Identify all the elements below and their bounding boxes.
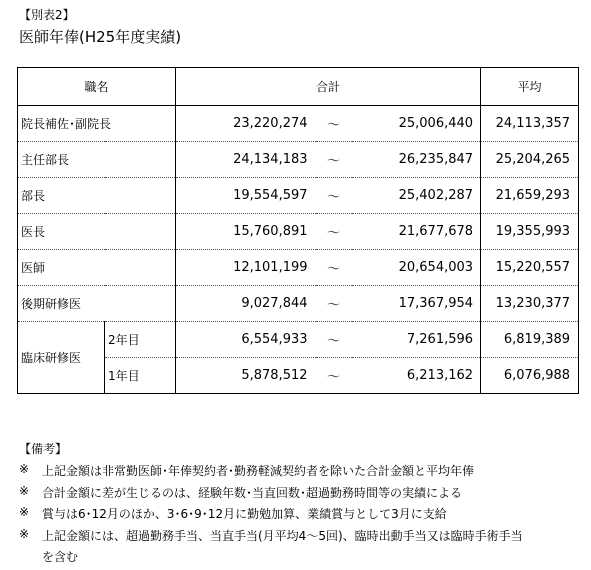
max-cell: 26,235,847 xyxy=(352,142,481,178)
table-label: 【別表2】 xyxy=(19,8,75,22)
avg-cell: 19,355,993 xyxy=(481,214,579,250)
max-cell: 6,213,162 xyxy=(352,358,481,394)
note-text: 上記金額には、超過勤務手当、当直手当(月平均4～5回)、臨時出動手当又は臨時手術手当 xyxy=(42,528,523,543)
max-cell: 17,367,954 xyxy=(352,286,481,322)
notes-heading: 【備考】 xyxy=(19,442,68,456)
table-row xyxy=(18,106,579,142)
note-item xyxy=(19,527,523,549)
role-cell: 医長 xyxy=(18,214,176,250)
note-mark: ※ xyxy=(19,483,30,498)
max-cell: 21,677,678 xyxy=(352,214,481,250)
avg-cell: 6,819,389 xyxy=(481,322,579,358)
avg-cell: 25,204,265 xyxy=(481,142,579,178)
header-average: 平均 xyxy=(481,68,579,106)
table-row xyxy=(18,250,579,286)
avg-cell: 24,113,357 xyxy=(481,106,579,142)
note-mark: ※ xyxy=(19,462,30,476)
header-total: 合計 xyxy=(176,68,481,106)
min-cell: 24,134,183 xyxy=(176,142,316,178)
min-cell: 5,878,512 xyxy=(176,358,316,394)
header-row xyxy=(18,68,579,106)
role-cell: 院長補佐･副院長 xyxy=(18,106,176,142)
min-cell: 12,101,199 xyxy=(176,250,316,286)
tilde-cell: ～ xyxy=(316,250,352,286)
notes-list xyxy=(19,462,523,570)
table-row xyxy=(18,142,579,178)
note-item xyxy=(19,505,523,527)
max-cell: 20,654,003 xyxy=(352,250,481,286)
avg-cell: 21,659,293 xyxy=(481,178,579,214)
tilde-cell: ～ xyxy=(316,286,352,322)
note-text: 上記金額は非常勤医師･年俸契約者･勤務軽減契約者を除いた合計金額と平均年俸 xyxy=(42,464,475,478)
tilde-cell: ～ xyxy=(316,142,352,178)
year-cell: 1年目 xyxy=(105,358,176,394)
role-cell: 部長 xyxy=(18,178,176,214)
tilde-cell: ～ xyxy=(316,322,352,358)
note-text: 合計金額に差が生じるのは、経験年数･当直回数･超過勤務時間等の実績による xyxy=(42,485,463,500)
note-continuation xyxy=(19,548,523,570)
note-mark: ※ xyxy=(19,526,30,541)
note-item xyxy=(19,462,523,484)
salary-table xyxy=(17,67,579,394)
role-cell: 医師 xyxy=(18,250,176,286)
avg-cell: 6,076,988 xyxy=(481,358,579,394)
min-cell: 6,554,933 xyxy=(176,322,316,358)
avg-cell: 13,230,377 xyxy=(481,286,579,322)
tilde-cell: ～ xyxy=(316,178,352,214)
tilde-cell: ～ xyxy=(316,358,352,394)
note-mark: ※ xyxy=(19,505,30,519)
header-role: 職名 xyxy=(18,68,176,106)
note-text: を含む xyxy=(42,550,79,564)
table-row xyxy=(18,286,579,322)
max-cell: 25,006,440 xyxy=(352,106,481,142)
avg-cell: 15,220,557 xyxy=(481,250,579,286)
tilde-cell: ～ xyxy=(316,214,352,250)
year-cell: 2年目 xyxy=(105,322,176,358)
min-cell: 9,027,844 xyxy=(176,286,316,322)
min-cell: 19,554,597 xyxy=(176,178,316,214)
role-cell: 主任部長 xyxy=(18,142,176,178)
min-cell: 23,220,274 xyxy=(176,106,316,142)
table-row xyxy=(18,214,579,250)
max-cell: 7,261,596 xyxy=(352,322,481,358)
note-text: 賞与は6･12月のほか、3･6･9･12月に勤勉加算、業績賞与として3月に支給 xyxy=(42,507,447,521)
table-row xyxy=(18,178,579,214)
table-row xyxy=(18,322,579,358)
note-item xyxy=(19,484,523,506)
tilde-cell: ～ xyxy=(316,106,352,142)
role-cell: 後期研修医 xyxy=(18,286,176,322)
page-title: 医師年俸(H25年度実績) xyxy=(19,28,182,46)
min-cell: 15,760,891 xyxy=(176,214,316,250)
role-cell-rinsho: 臨床研修医 xyxy=(18,322,105,394)
max-cell: 25,402,287 xyxy=(352,178,481,214)
